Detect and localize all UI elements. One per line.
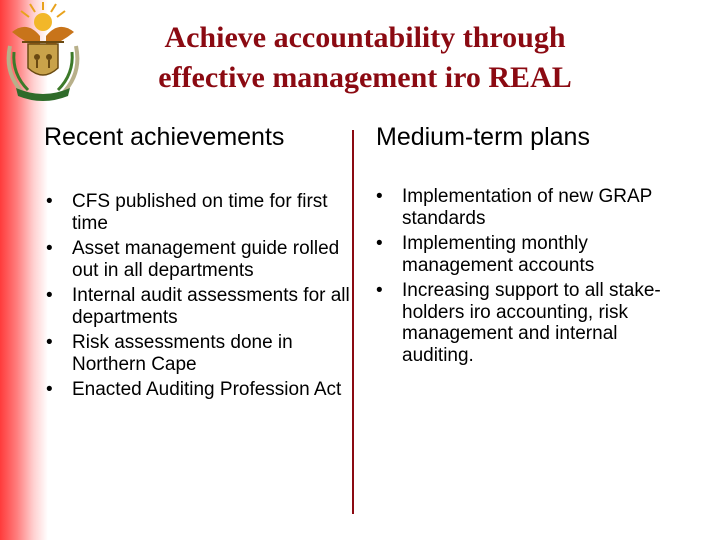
title-line-1: Achieve accountability through xyxy=(164,21,566,54)
list-item-text: Increasing support to all stake-holders iro accounting, risk management and internal auditing. xyxy=(402,280,661,366)
list-item xyxy=(374,233,666,276)
medium-term-plans-heading: Medium-term plans xyxy=(376,123,590,151)
recent-achievements-heading: Recent achievements xyxy=(44,123,285,151)
title-line-2: effective management iro REAL xyxy=(158,61,572,94)
list-item xyxy=(374,186,666,229)
list-item-text: Risk assessments done in Northern Cape xyxy=(72,332,293,375)
list-item-text: Internal audit assessments for all departments xyxy=(72,285,350,328)
bullet-icon: • xyxy=(376,233,383,254)
list-item-text: Enacted Auditing Profession Act xyxy=(72,379,342,400)
list-item-text: Asset management guide rolled out in all departments xyxy=(72,238,340,281)
bullet-icon: • xyxy=(376,280,383,301)
bullet-icon: • xyxy=(46,379,53,400)
list-item-text: CFS published on time for first time xyxy=(72,191,328,234)
bullet-icon: • xyxy=(46,332,53,353)
slide-title xyxy=(120,18,610,98)
bullet-icon: • xyxy=(46,191,53,212)
list-item xyxy=(374,280,666,366)
list-item-text: Implementing monthly management accounts xyxy=(402,233,595,276)
bullet-icon: • xyxy=(46,238,53,259)
achievements-list xyxy=(44,191,356,405)
coat-of-arms-icon xyxy=(2,2,84,104)
list-item xyxy=(44,238,356,281)
list-item xyxy=(44,285,356,328)
list-item-text: Implementation of new GRAP standards xyxy=(402,186,652,229)
list-item xyxy=(44,332,356,375)
list-item xyxy=(44,379,356,401)
bullet-icon: • xyxy=(46,285,53,306)
plans-list xyxy=(374,186,666,370)
list-item xyxy=(44,191,356,234)
bullet-icon: • xyxy=(376,186,383,207)
